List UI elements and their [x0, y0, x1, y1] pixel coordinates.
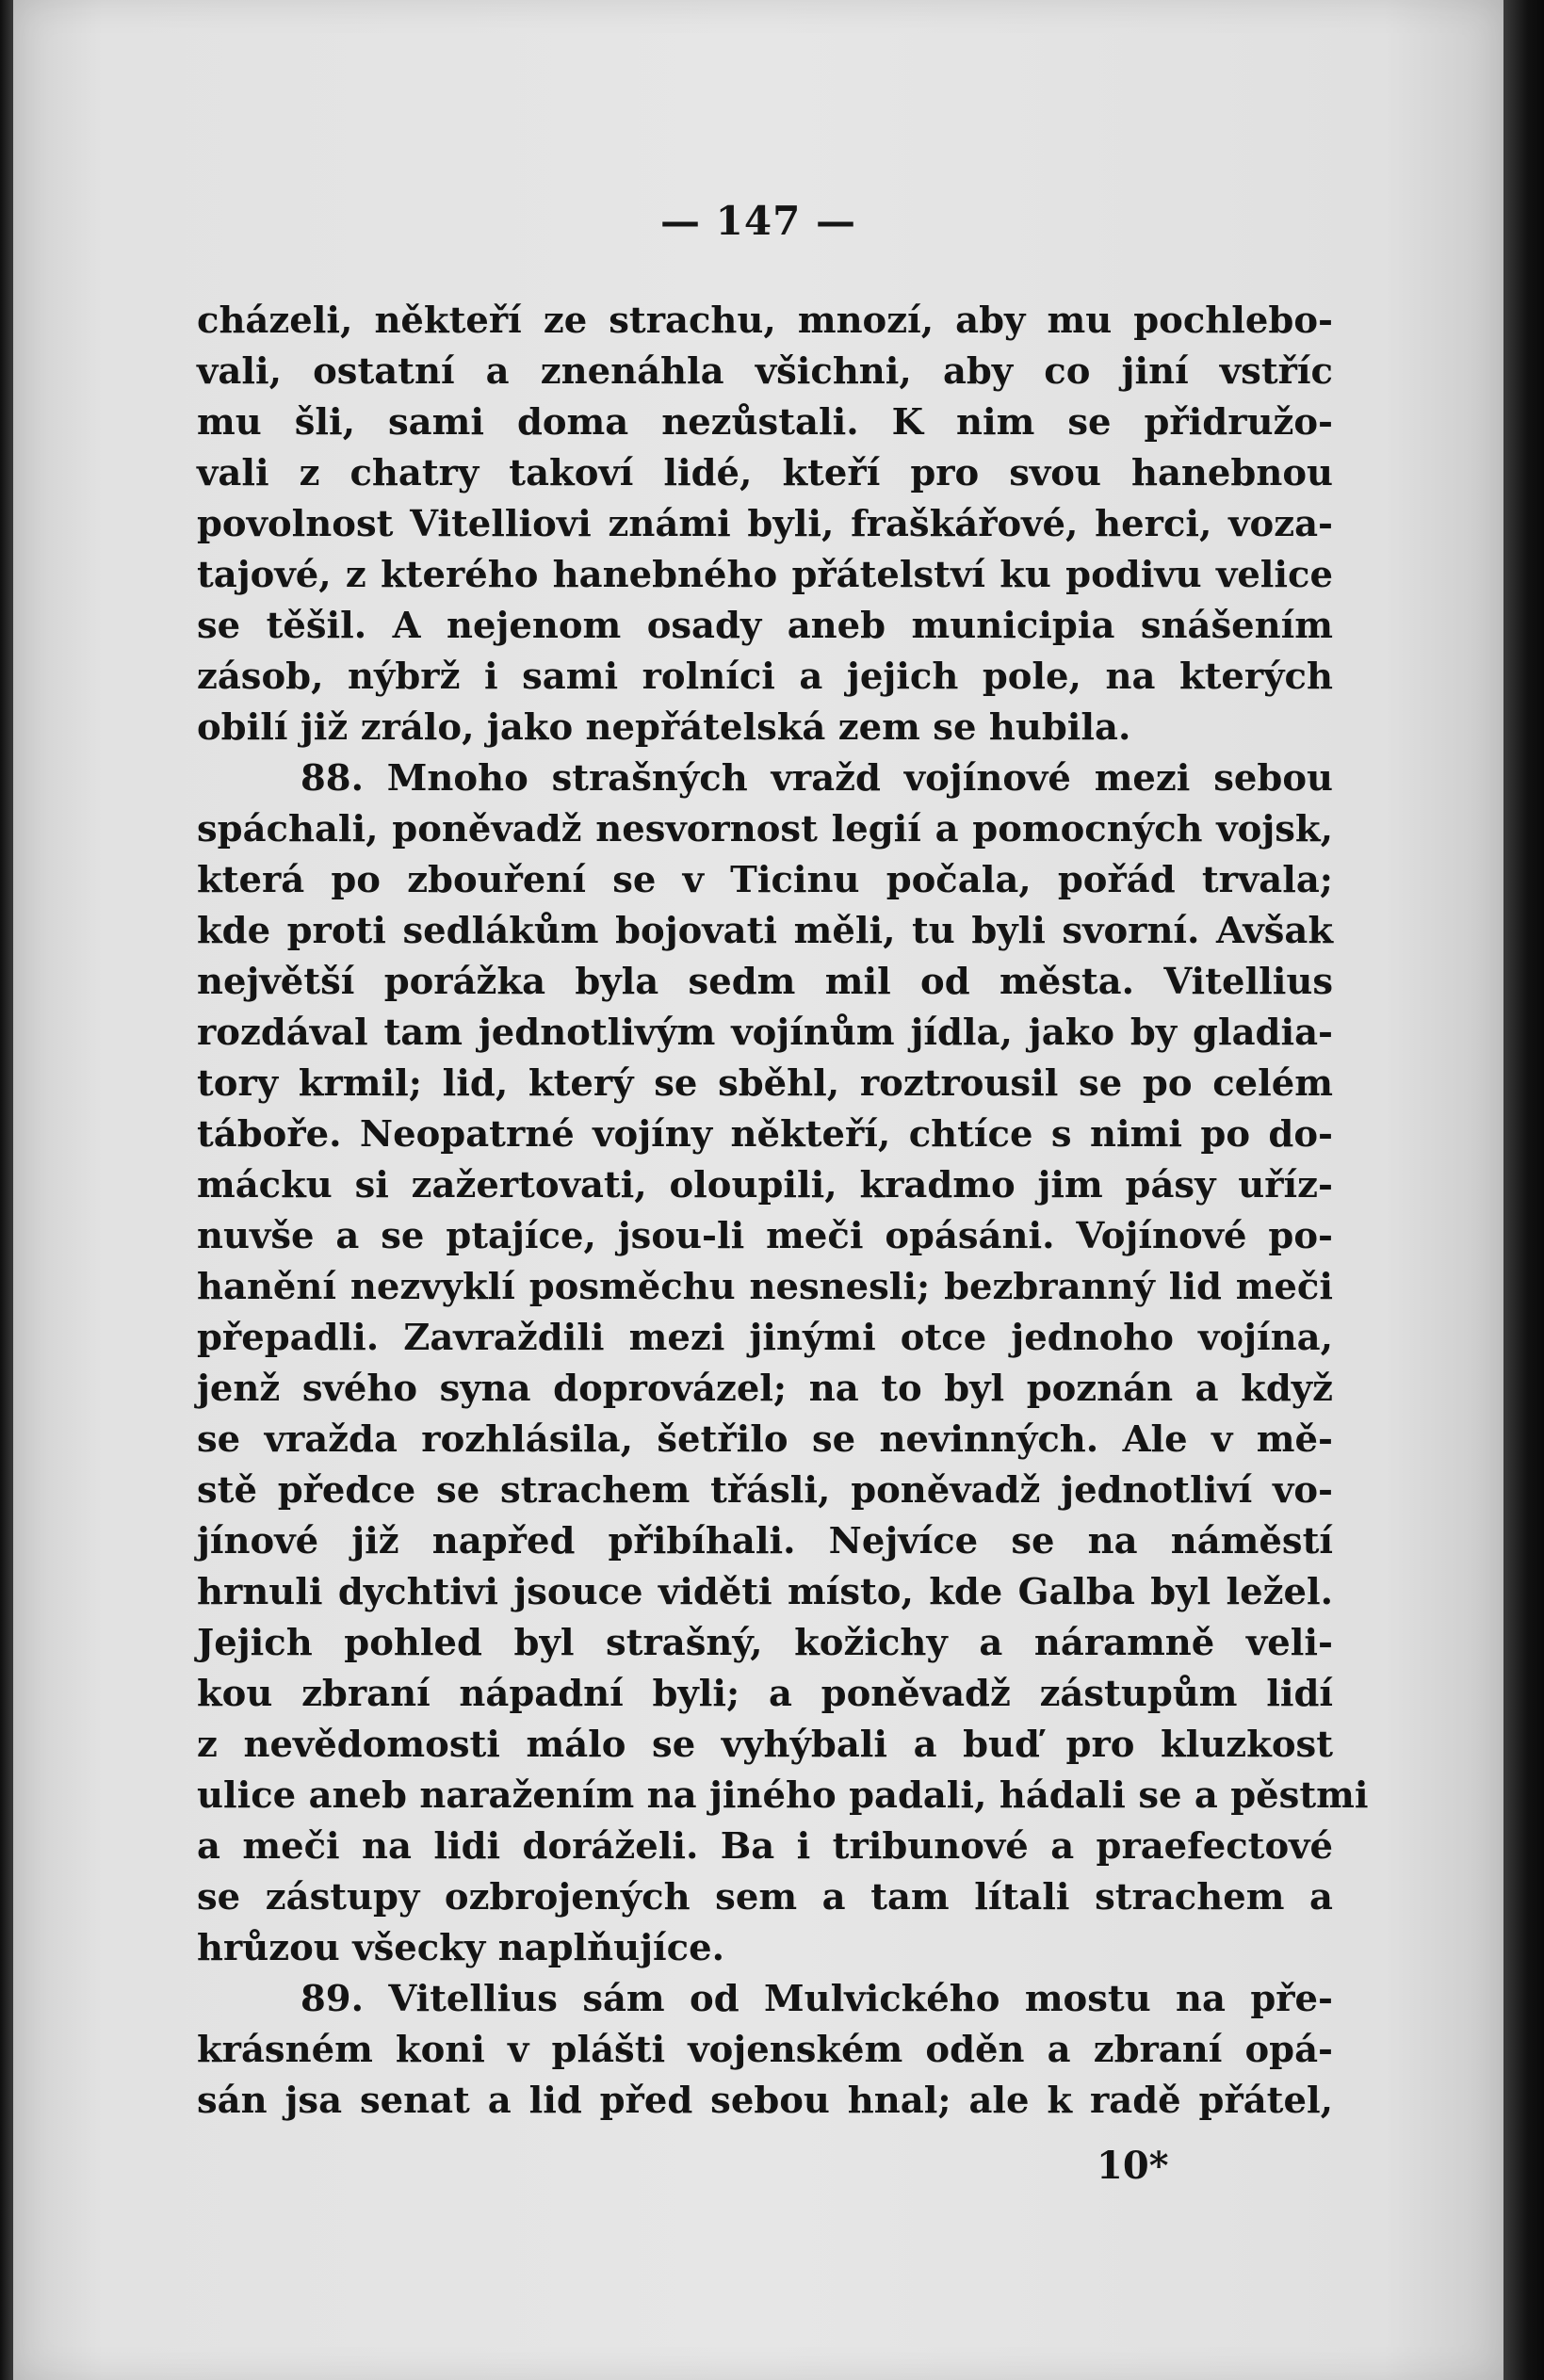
text-line: jenž svého syna doprovázel; na to byl poznán a když [197, 1368, 1333, 1410]
text-line: jínové již napřed přibíhali. Nejvíce se na náměstí [197, 1520, 1333, 1562]
text-line: kou zbraní nápadní byli; a poněvadž zástupům lidí [197, 1673, 1333, 1715]
text-line: hrůzou všecky naplňujíce. [197, 1927, 724, 1969]
paragraph-start-88: 88. Mnoho strašných vražd vojínové mezi sebou [301, 757, 1333, 800]
paragraph-start-89: 89. Vitellius sám od Mulvického mostu na pře- [301, 1978, 1333, 2020]
signature-mark: 10* [1097, 2144, 1169, 2188]
text-line: z nevědomosti málo se vyhýbali a buď pro kluzkost [197, 1724, 1333, 1766]
body-text [197, 296, 1369, 2127]
text-line: tory krmil; lid, který se sběhl, roztrousil se po celém [197, 1062, 1333, 1105]
text-line: se těšil. A nejenom osady aneb municipia snášením [197, 605, 1333, 647]
text-line: spáchali, poněvadž nesvornost legií a pomocných vojsk, [197, 808, 1333, 850]
text-line: mu šli, sami doma nezůstali. K nim se přidružo- [197, 401, 1333, 444]
text-line: mácku si zažertovati, oloupili, kradmo jim pásy uříz- [197, 1164, 1333, 1206]
text-line: rozdával tam jednotlivým vojínům jídla, jako by gladia- [197, 1012, 1333, 1054]
right-scan-edge [1503, 0, 1544, 2380]
text-line: zásob, nýbrž i sami rolníci a jejich pole, na kterých [197, 656, 1333, 698]
book-page [13, 0, 1503, 2380]
text-line: povolnost Vitelliovi známi byli, fraškářové, herci, voza- [197, 503, 1333, 545]
text-line: Jejich pohled byl strašný, kožichy a náramně veli- [197, 1622, 1333, 1664]
text-line: hanění nezvyklí posměchu nesnesli; bezbranný lid meči [197, 1266, 1333, 1308]
text-line: vali, ostatní a znenáhla všichni, aby co jiní vstříc [197, 350, 1333, 393]
text-line: cházeli, někteří ze strachu, mnozí, aby mu pochlebo- [197, 300, 1333, 342]
text-line: táboře. Neopatrné vojíny někteří, chtíce s nimi po do- [197, 1113, 1333, 1156]
text-line: ulice aneb naražením na jiného padali, hádali se a pěstmi [197, 1774, 1369, 1817]
page-number: — 147 — [660, 198, 856, 244]
text-line: kde proti sedlákům bojovati měli, tu byli svorní. Avšak [197, 910, 1333, 952]
text-line: obilí již zrálo, jako nepřátelská zem se hubila. [197, 706, 1131, 749]
text-line: nuvše a se ptajíce, jsou-li meči opásáni. Vojínové po- [197, 1215, 1333, 1257]
text-line: přepadli. Zavraždili mezi jinými otce jednoho vojína, [197, 1317, 1333, 1359]
text-line: tajové, z kterého hanebného přátelství ku podivu velice [197, 554, 1333, 596]
text-line: a meči na lidi doráželi. Ba i tribunové a praefectové [197, 1825, 1333, 1868]
text-line: stě předce se strachem třásli, poněvadž jednotliví vo- [197, 1469, 1333, 1512]
text-line: krásném koni v plášti vojenském oděn a zbraní opá- [197, 2029, 1333, 2071]
text-line: která po zbouření se v Ticinu počala, pořád trvala; [197, 859, 1333, 901]
text-line: sán jsa senat a lid před sebou hnal; ale k radě přátel, [197, 2080, 1333, 2122]
left-binding-edge [0, 0, 13, 2380]
text-line: hrnuli dychtivi jsouce viděti místo, kde Galba byl ležel. [197, 1571, 1333, 1613]
text-line: největší porážka byla sedm mil od města. Vitellius [197, 961, 1333, 1003]
text-line: se vražda rozhlásila, šetřilo se nevinných. Ale v mě- [197, 1418, 1333, 1461]
text-line: se zástupy ozbrojených sem a tam lítali strachem a [197, 1876, 1333, 1919]
text-line: vali z chatry takoví lidé, kteří pro svou hanebnou [197, 452, 1333, 494]
